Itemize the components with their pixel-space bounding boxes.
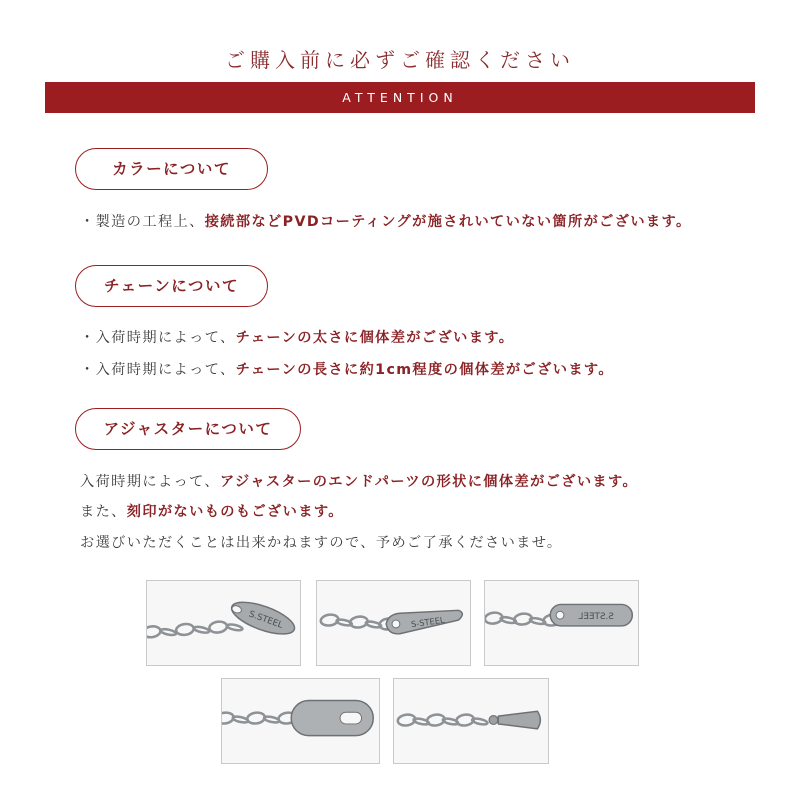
notice-emphasis: アジャスターのエンドパーツの形状に個体差がございます。: [220, 474, 639, 490]
notice-line: [80, 212, 692, 232]
notice-text: また、: [80, 504, 127, 520]
tag-engraving: S.STEEL: [247, 609, 284, 631]
adjuster-photo-5-image: [394, 679, 548, 763]
adjuster-photo-1-image: [147, 581, 300, 665]
notice-emphasis: チェーンの太さに個体差がございます。: [235, 330, 515, 346]
chain-link: [472, 717, 488, 725]
notice-text: 入荷時期によって、: [80, 474, 221, 490]
tag-engraving: S.STEEL: [578, 612, 614, 623]
chain-link: [209, 621, 228, 634]
notice-line: [80, 502, 344, 522]
chain-link: [227, 623, 243, 631]
tag-hole: [556, 611, 564, 619]
section-heading-chain: チェーンについて: [75, 265, 268, 307]
notice-text: お選びいただくことは出来かねますので、予めご了承くださいませ。: [80, 535, 563, 551]
adjuster-photo-3-image: [485, 581, 638, 665]
adjuster-photo-4-image: [222, 679, 379, 763]
adjuster-photo-1: [146, 580, 301, 666]
adjuster-photo-4: [221, 678, 380, 764]
tag-hole: [340, 712, 361, 724]
end-drop-charm: [498, 711, 540, 729]
chain-link: [193, 626, 209, 634]
notice-emphasis: 刻印がないものもございます。: [126, 504, 344, 520]
notice-line: [80, 472, 638, 492]
notice-line: [80, 533, 563, 553]
chain-link: [175, 623, 194, 636]
adjuster-photo-2: [316, 580, 471, 666]
chain-link: [160, 628, 176, 636]
adjuster-photo-5: [393, 678, 549, 764]
page-title: ご購入前に必ずご確認ください: [225, 48, 575, 72]
notice-text: ・入荷時期によって、: [80, 330, 236, 346]
section-heading-color: カラーについて: [75, 148, 268, 190]
attention-banner: ATTENTION: [45, 82, 755, 113]
notice-line: [80, 328, 514, 348]
end-bead: [489, 716, 498, 725]
chain-link: [247, 712, 266, 725]
chain-link: [147, 625, 161, 638]
notice-line: [80, 360, 614, 380]
tag-engraving: S-STEEL: [410, 614, 446, 630]
tag-hole: [392, 620, 400, 628]
notice-text: ・入荷時期によって、: [80, 362, 236, 378]
section-heading-adjuster: アジャスターについて: [75, 408, 301, 450]
adjuster-photo-3: [484, 580, 639, 666]
notice-text: ・製造の工程上、: [80, 214, 205, 230]
notice-emphasis: 接続部などPVDコーティングが施されいていない箇所がございます。: [204, 214, 692, 230]
notice-emphasis: チェーンの長さに約1cm程度の個体差がございます。: [235, 362, 614, 378]
adjuster-photo-2-image: [317, 581, 470, 665]
